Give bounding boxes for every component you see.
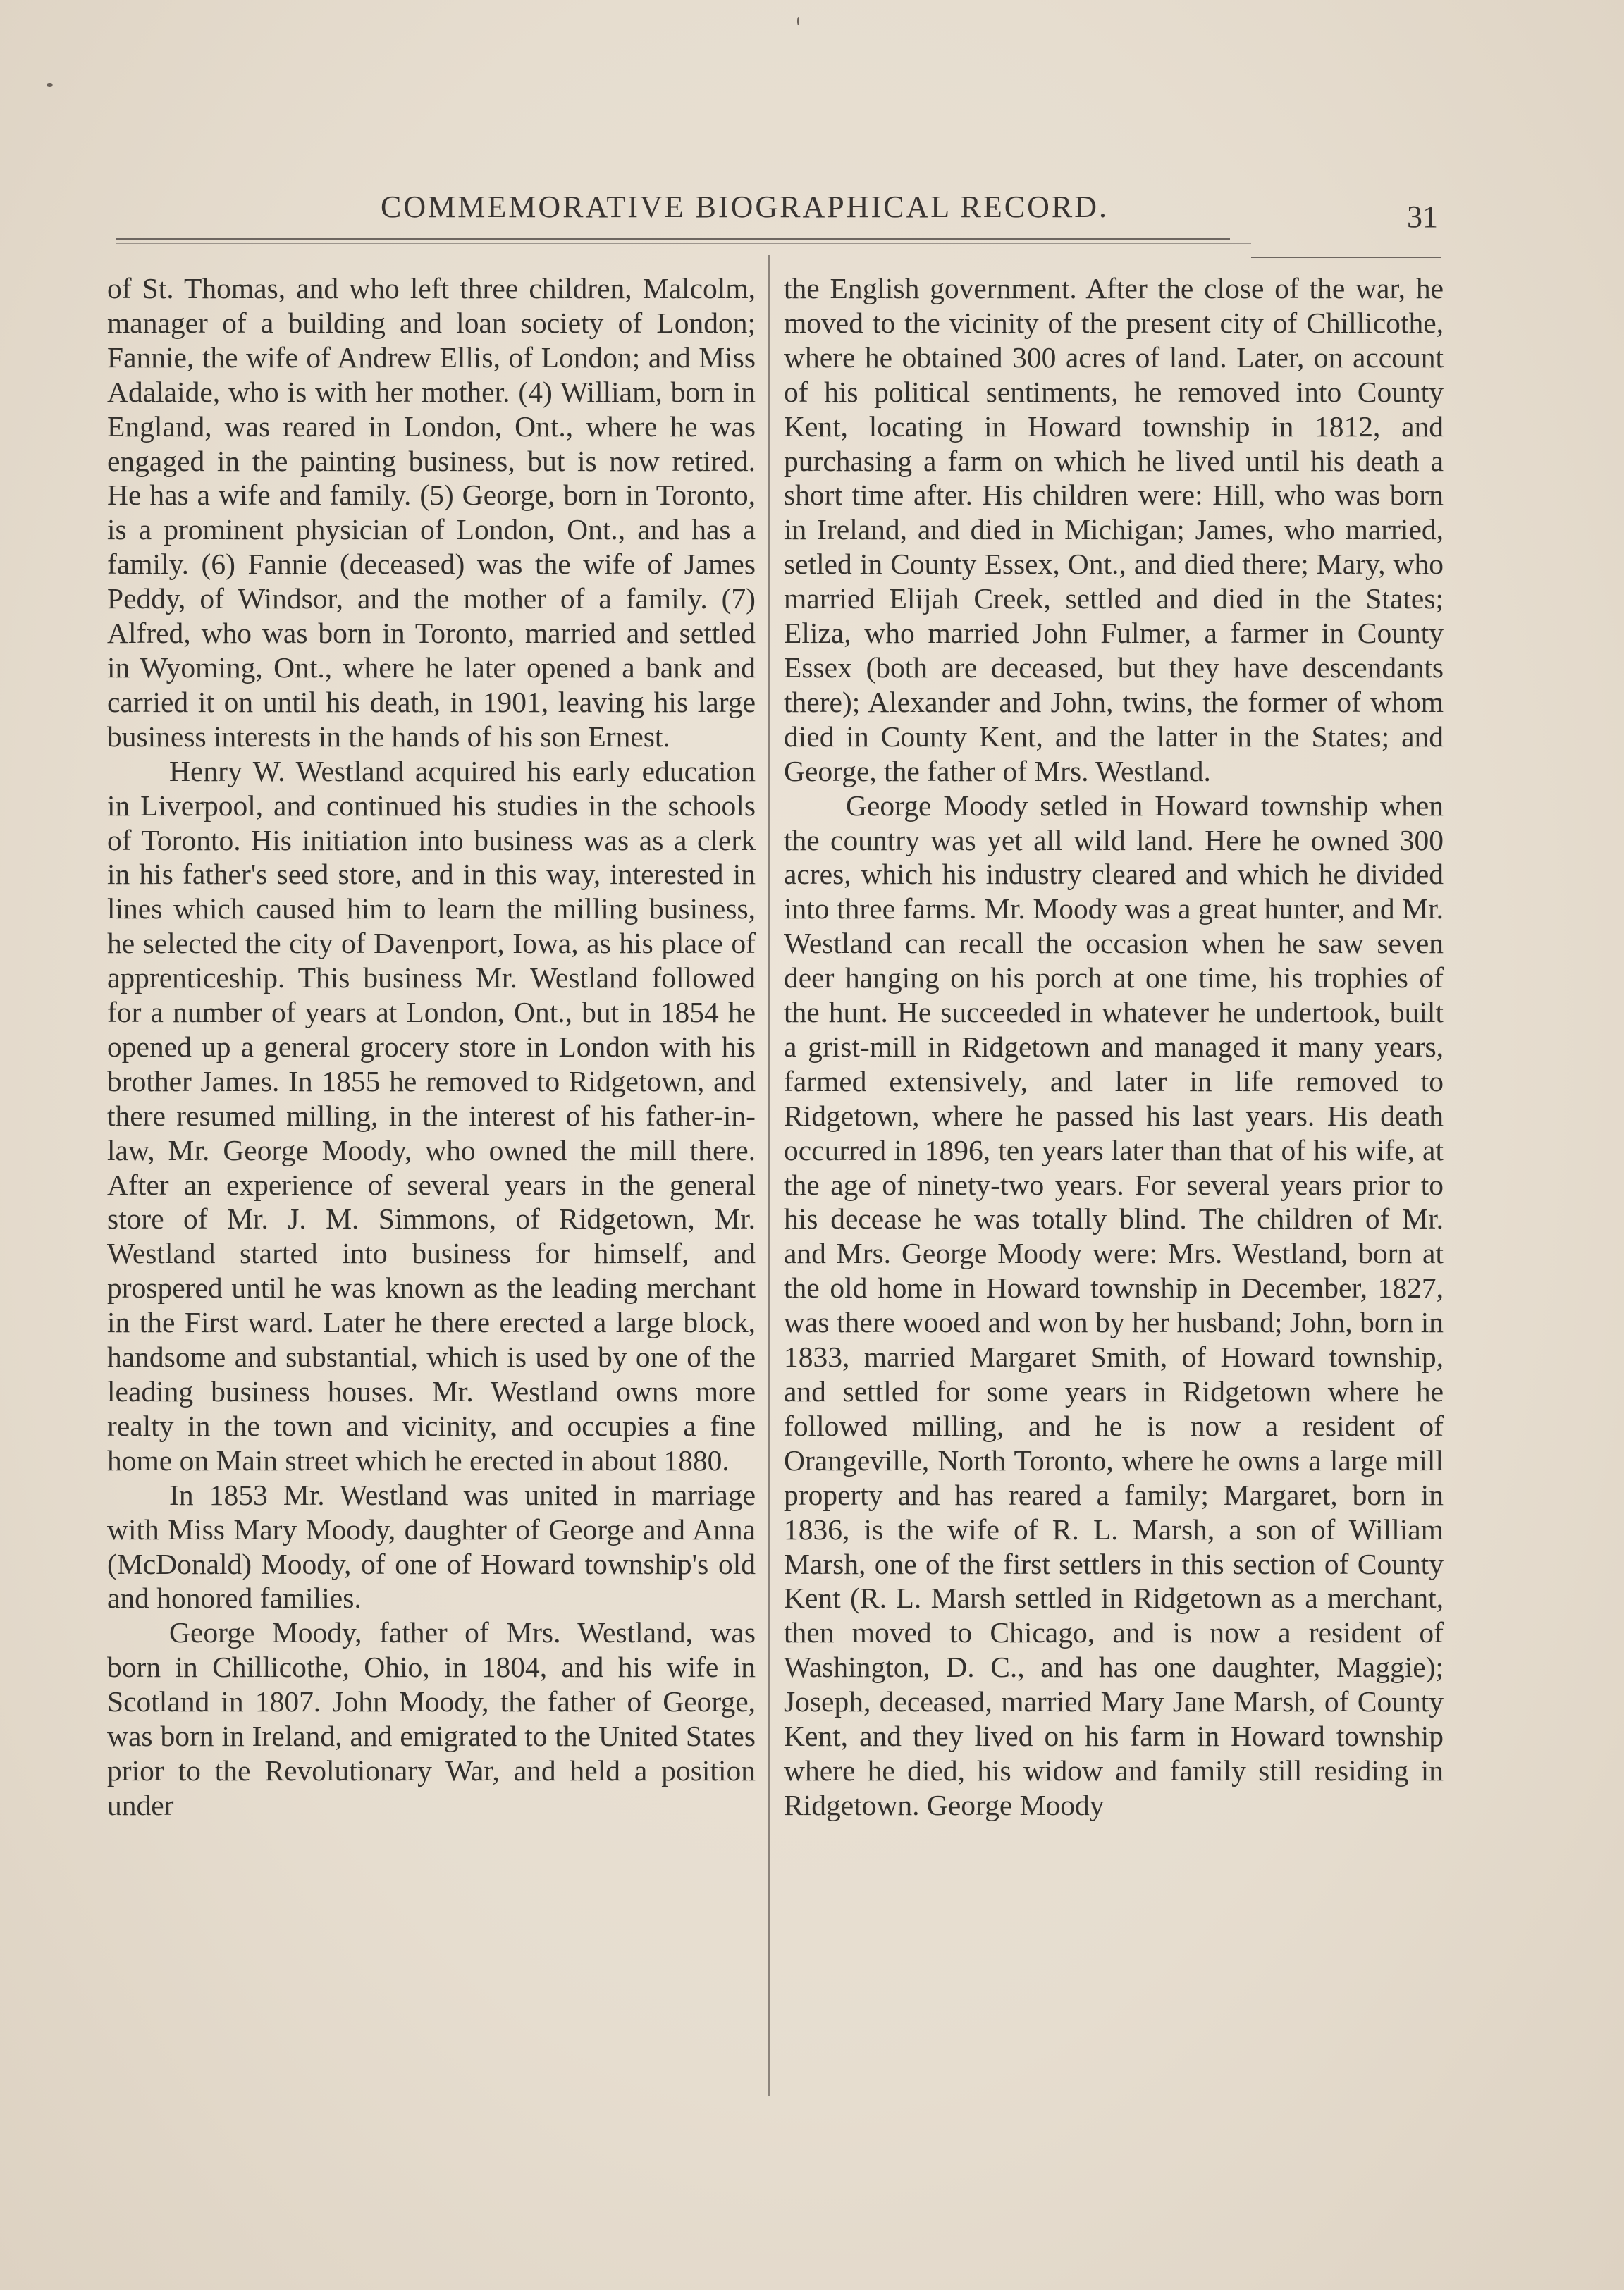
header-rule-right [1251,257,1441,258]
ink-speck [797,17,799,25]
header-rule-left [116,238,1230,240]
paragraph: In 1853 Mr. Westland was united in marriage with Miss Mary Moody, daughter of George and Anna (McDonald) Moody, of one of Howard township's old and honored families. [107,1478,756,1615]
ink-speck [47,83,53,87]
header-rule-lower [116,243,1251,244]
paragraph: Henry W. Westland acquired his early education in Liverpool, and continued his studies in the schools of Toronto. His initiation into business was as a clerk in his father's seed store, and in this way, interested in lines which caused him to learn the milling business, he selected the city of Davenport, Iowa, as his place of apprenticeship. This business Mr. Westland followed for a number of years at London, Ont., but in 1854 he opened up a general grocery store in London with his brother James. In 1855 he removed to Ridgetown, and there resumed milling, in the interest of his father-in-law, Mr. George Moody, who owned the mill there. After an experience of several years in the general store of Mr. J. M. Simmons, of Ridgetown, Mr. Westland started into business for himself, and prospered until he was known as the leading merchant in the First ward. Later he there erected a large block, handsome and substantial, which is used by one of the leading business houses. Mr. Westland owns more realty in the town and vicinity, and occupies a fine home on Main street which he erected in about 1880. [107,754,756,1477]
right-column [784,271,1444,1823]
paragraph: the English government. After the close of the war, he moved to the vicinity of the present city of Chillicothe, where he obtained 300 acres of land. Later, on account of his political sentiments, he removed into County Kent, locating in Howard township in 1812, and purchasing a farm on which he lived until his death a short time after. His children were: Hill, who was born in Ireland, and died in Michigan; James, who married, setled in County Essex, Ont., and died there; Mary, who married Elijah Creek, settled and died in the States; Eliza, who married John Fulmer, a farmer in County Essex (both are deceased, but they have descendants there); Alexander and John, twins, the former of whom died in County Kent, and the latter in the States; and George, the father of Mrs. Westland. [784,272,1444,787]
paragraph: George Moody setled in Howard township when the country was yet all wild land. Here he owned 300 acres, which his industry cleared and which he divided into three farms. Mr. Moody was a great hunter, and Mr. Westland can recall the occasion when he saw seven deer hanging on his porch at one time, his trophies of the hunt. He succeeded in whatever he undertook, built a grist-mill in Ridgetown and managed it many years, farmed extensively, and later in life removed to Ridgetown, where he passed his last years. His death occurred in 1896, ten years later than that of his wife, at the age of ninety-two years. For several years prior to his decease he was totally blind. The children of Mr. and Mrs. George Moody were: Mrs. Westland, born at the old home in Howard township in December, 1827, was there wooed and won by her husband; John, born in 1833, married Margaret Smith, of Howard township, and settled for some years in Ridgetown where he followed milling, and he is now a resident of Orangeville, North Toronto, where he owns a large mill property and has reared a family; Margaret, born in 1836, is the wife of R. L. Marsh, a son of William Marsh, one of the first settlers in this section of County Kent (R. L. Marsh settled in Ridgetown as a merchant, then moved to Chicago, and is now a resident of Washington, D. C., and has one daughter, Maggie); Joseph, deceased, married Mary Jane Marsh, of County Kent, and they lived on his farm in Howard township where he died, his widow and family still residing in Ridgetown. George Moody [784,789,1444,1821]
paragraph: of St. Thomas, and who left three children, Malcolm, manager of a building and loan society of London; Fannie, the wife of Andrew Ellis, of London; and Miss Adalaide, who is with her mother. (4) William, born in England, was reared in London, Ont., where he was engaged in the painting business, but is now retired. He has a wife and family. (5) George, born in Toronto, is a prominent physician of London, Ont., and has a family. (6) Fannie (deceased) was the wife of James Peddy, of Windsor, and the mother of a family. (7) Alfred, who was born in Toronto, married and settled in Wyoming, Ont., where he later opened a bank and carried it on until his death, in 1901, leaving his large business interests in the hands of his son Ernest. [107,272,756,753]
running-header-title: COMMEMORATIVE BIOGRAPHICAL RECORD. [381,190,1109,224]
column-divider [768,255,770,2096]
paragraph: George Moody, father of Mrs. Westland, was born in Chillicothe, Ohio, in 1804, and his wife in Scotland in 1807. John Moody, the father of George, was born in Ireland, and emigrated to the United States prior to the Revolutionary War, and held a position under [107,1616,756,1821]
left-column [107,271,756,1823]
page-number: 31 [1407,199,1438,234]
